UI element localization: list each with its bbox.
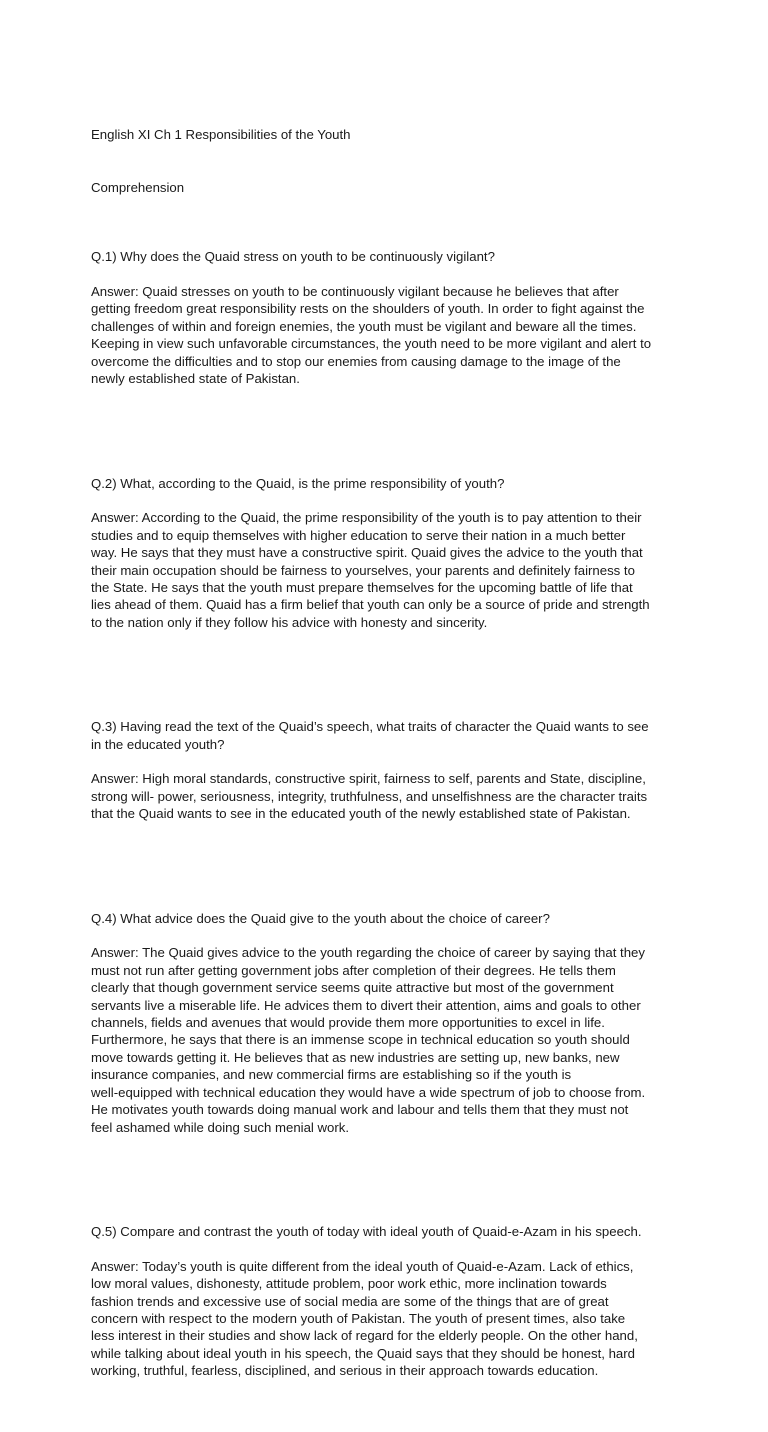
document-title: English XI Ch 1 Responsibilities of the Youth xyxy=(91,127,351,143)
answer-text: Answer: Today’s youth is quite different from the ideal youth of Quaid-e-Azam. Lack of ethics, low moral values, dishonesty, attitude problem, poor work ethic, more inclination towards fashion trends and excessive use of social media are some of the things that are of great concern with respect to the modern youth of Pakistan. The youth of present times, also take less interest in their studies and show lack of regard for the elderly people. On the other hand, while talking about ideal youth in his speech, the Quaid says that they should be honest, hard working, truthful, fearless, disciplined, and serious in their approach towards education. xyxy=(91,1258,638,1379)
qa-item-2 xyxy=(91,457,691,648)
answer-text: Answer: According to the Quaid, the prime responsibility of the youth is to pay attention to their studies and to equip themselves with higher education to serve their nation in a much better way. He says that they must have a constructive spirit. Quaid gives the advice to the youth that their main occupation should be fairness to yourselves, your parents and definitely fairness to the State. He says that the youth must prepare themselves for the upcoming battle of life that lies ahead of them. Quaid has a firm belief that youth can only be a source of pride and strength to the nation only if they follow his advice with honesty and sincerity. xyxy=(91,510,650,630)
qa-item-3 xyxy=(91,701,691,840)
question-text: Q.5) Compare and contrast the youth of today with ideal youth of Quaid-e-Azam in his speech. xyxy=(91,1223,642,1239)
question-text: Q.2) What, according to the Quaid, is the prime responsibility of youth? xyxy=(91,475,505,491)
question-text: Q.4) What advice does the Quaid give to the youth about the choice of career? xyxy=(91,910,550,926)
section-heading: Comprehension xyxy=(91,179,185,195)
answer-text: Answer: Quaid stresses on youth to be continuously vigilant because he believes that after getting freedom great responsibility rests on the shoulders of youth. In order to fight against the challenges of within and foreign enemies, the youth must be vigilant and beware all the times. Keeping in view such unfavorable circumstances, the youth need to be more vigilant and alert to overcome the difficulties and to stop our enemies from causing damage to the image of the newly established state of Pakistan. xyxy=(91,284,652,387)
answer-text: Answer: High moral standards, constructive spirit, fairness to self, parents and State, discipline, strong will- power, seriousness, integrity, truthfulness, and unselfishness are the character traits that the Quaid wants to see in the educated youth of the newly established state of Pakistan. xyxy=(91,771,648,822)
qa-item-5 xyxy=(91,1206,691,1397)
qa-item-4 xyxy=(91,892,691,1153)
qa-item-1 xyxy=(91,231,691,405)
document-content xyxy=(91,109,691,1432)
answer-text: Answer: The Quaid gives advice to the youth regarding the choice of career by saying that they must not run after getting government jobs after completion of their degrees. He tells them clearly that though government service seems quite attractive but most of the government servants live a miserable life. He advices them to divert their attention, aims and goals to other channels, fields and avenues that would provide them more opportunities to excel in life. Furthermore, he says that there is an immense scope in technical education so youth should move towards getting it. He believes that as new industries are setting up, new banks, new insurance companies, and new commercial firms are establishing so if the youth is well-equipped with technical education they would have a wide spectrum of job to choose from. He motivates youth towards doing manual work and labour and tells them that they must not feel ashamed while doing such menial work. xyxy=(91,945,646,1135)
question-text: Q.3) Having read the text of the Quaid’s speech, what traits of character the Quaid wants to see in the educated youth? xyxy=(91,719,649,752)
question-text: Q.1) Why does the Quaid stress on youth to be continuously vigilant? xyxy=(91,249,495,265)
